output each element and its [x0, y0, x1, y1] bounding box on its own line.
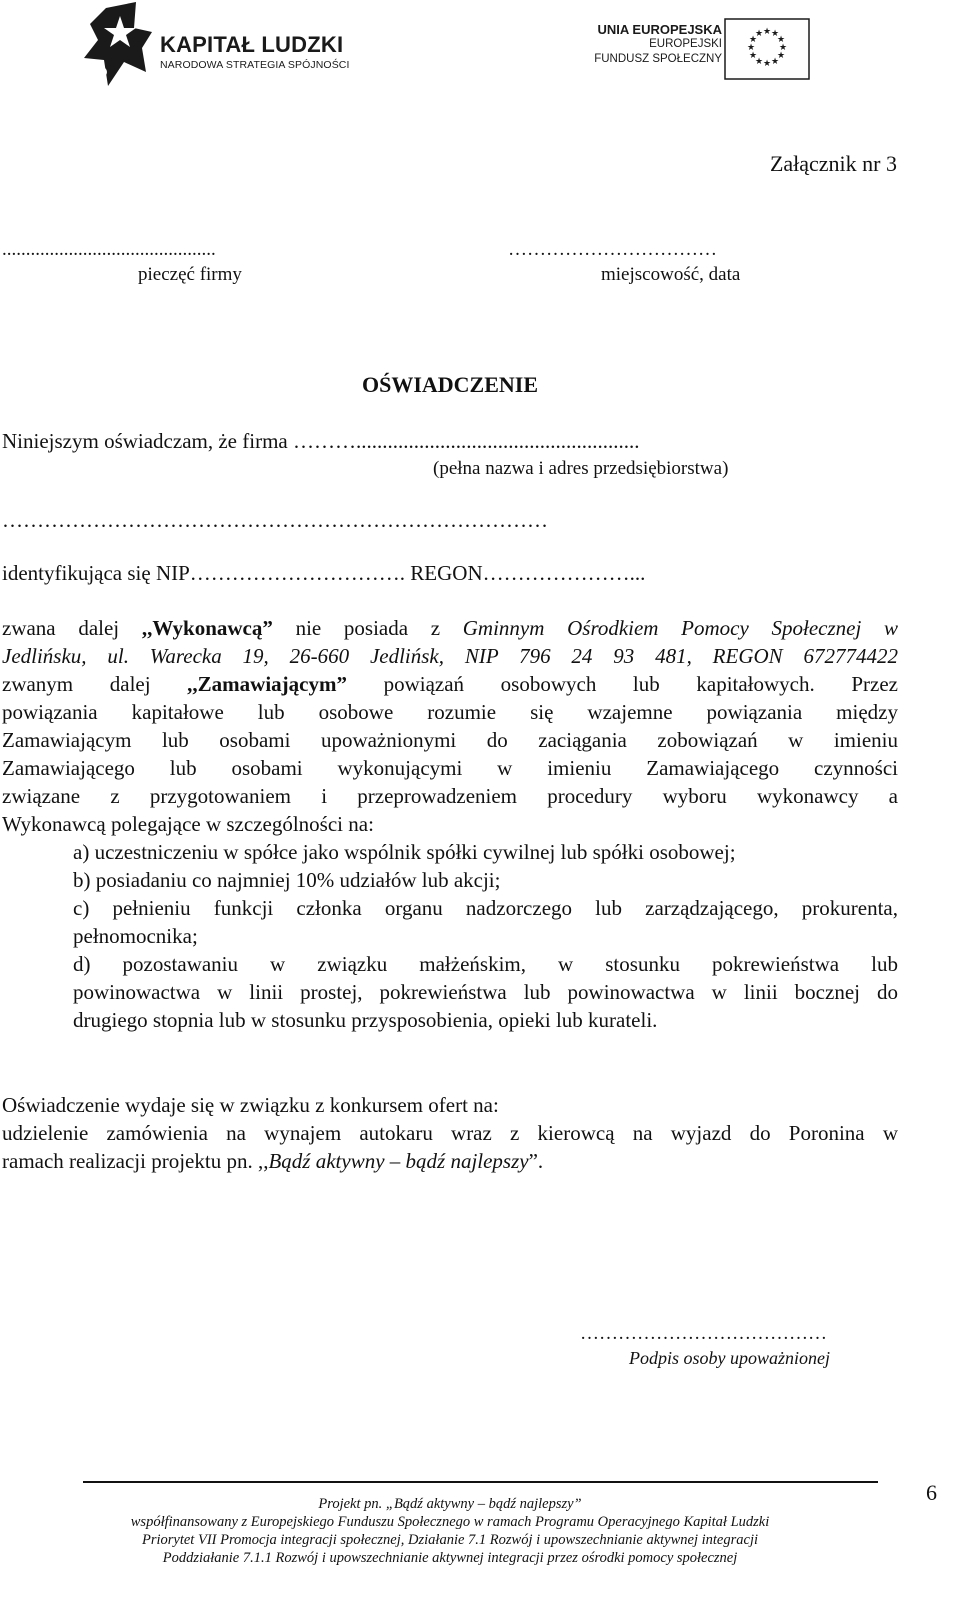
paragraph-text: powiązań osobowych lub kapitałowych. Przez — [383, 672, 898, 696]
paragraph-line-5: Zamawiającym lub osobami upoważnionymi do zaciągania zobowiązań w imieniu — [2, 728, 898, 752]
paragraph-line-1 — [2, 614, 898, 642]
paragraph-line-2: Jedlińsku, ul. Warecka 19, 26-660 Jedlińsk, NIP 796 24 93 481, REGON 672774422 — [2, 644, 898, 668]
contest-text: ramach realizacji projektu pn. ,, — [2, 1149, 269, 1173]
stamp-dots: ............................................. — [2, 239, 216, 260]
svg-text:★: ★ — [748, 51, 758, 61]
footer-line-3: Priorytet VII Promocja integracji społecznej, Działanie 7.1 Rozwój i upowszechnianie aktywnej integracji — [141, 1532, 759, 1548]
paragraph-line-6: Zamawiającego lub osobami wykonującymi w imieniu Zamawiającego czynności — [2, 756, 898, 780]
contractor-term: ,,Wykonawcą” — [141, 616, 273, 640]
eu-logo — [594, 18, 824, 82]
eu-logo-line2: EUROPEJSKI — [649, 38, 722, 50]
paragraph-text: zwana dalej — [2, 616, 120, 640]
eu-logo-line1: UNIA EUROPEJSKA — [597, 22, 722, 37]
paragraph-line-8: Wykonawcą polegające w szczególności na: — [2, 812, 374, 836]
nip-regon-line: identyfikująca się NIP…………………………. REGON…………………... — [2, 561, 646, 585]
signature-label: Podpis osoby upoważnionej — [629, 1348, 830, 1368]
list-item-c-line-2: pełnomocnika; — [73, 924, 198, 948]
contest-line-1: Oświadczenie wydaje się w związku z konkursem ofert na: — [2, 1093, 499, 1117]
svg-text:★: ★ — [776, 51, 786, 61]
eu-flag-icon — [724, 18, 810, 80]
firm-name-label: (pełna nazwa i adres przedsiębiorstwa) — [433, 458, 729, 479]
svg-text:★: ★ — [776, 35, 786, 45]
footer-line-1: Projekt pn. „Bądź aktywny – bądź najlepszy” — [318, 1496, 582, 1512]
footer-line-4: Poddziałanie 7.1.1 Rozwój i upowszechnianie aktywnej integracji przez ośrodki pomocy społecznej — [162, 1550, 738, 1566]
list-item-c-line-1: c) pełnieniu funkcji członka organu nadzorczego lub zarządzającego, prokurenta, — [73, 896, 898, 920]
contest-line-2: udzielenie zamówienia na wynajem autokaru wraz z kierowcą na wyjazd do Poronina w — [2, 1121, 898, 1145]
firm-dots-line: …………………………………………………………………… — [2, 508, 548, 532]
place-date-dots: …………………………… — [508, 239, 717, 260]
svg-text:★: ★ — [762, 27, 772, 37]
svg-text:★: ★ — [748, 35, 758, 45]
kapital-ludzki-subtitle: NARODOWA STRATEGIA SPÓJNOŚCI — [160, 59, 350, 71]
place-date-label: miejscowość, data — [601, 264, 741, 285]
contest-text: ”. — [528, 1149, 544, 1173]
svg-text:★: ★ — [762, 59, 772, 69]
paragraph-text: zwanym dalej — [2, 672, 151, 696]
contest-line-3 — [2, 1147, 543, 1175]
svg-text:★: ★ — [754, 57, 764, 67]
institution-name: Gminnym Ośrodkiem Pomocy Społecznej w — [462, 616, 898, 640]
svg-text:★: ★ — [754, 29, 764, 39]
list-item-d-line-1: d) pozostawaniu w związku małżeńskim, w stosunku pokrewieństwa lub — [73, 952, 898, 976]
footer-line-2: współfinansowany z Europejskiego Funduszu Społecznego w ramach Programu Operacyjnego Kapitał Ludzki — [130, 1514, 770, 1530]
document-title: OŚWIADCZENIE — [361, 372, 539, 397]
list-item-b: b) posiadaniu co najmniej 10% udziałów lub akcji; — [73, 868, 501, 892]
svg-text:★: ★ — [770, 29, 780, 39]
ordering-party-term: ,,Zamawiającym” — [187, 672, 347, 696]
list-item-d-line-3: drugiego stopnia lub w stosunku przysposobienia, opieki lub kurateli. — [73, 1008, 658, 1032]
paragraph-text: nie posiada z — [295, 616, 441, 640]
list-item-a: a) uczestniczeniu w spółce jako wspólnik spółki cywilnej lub spółki osobowej; — [73, 840, 736, 864]
svg-text:★: ★ — [770, 57, 780, 67]
eu-logo-line3: FUNDUSZ SPOŁECZNY — [594, 53, 722, 65]
signature-dots: ………………………………… — [580, 1323, 827, 1344]
paragraph-line-3 — [2, 670, 898, 698]
page-number: 6 — [926, 1480, 937, 1505]
firm-declaration-line: Niniejszym oświadczam, że firma ………...................................................... — [2, 429, 640, 453]
list-item-d-line-2: powinowactwa w linii prostej, pokrewieństwa lub powinowactwa w linii bocznej do — [73, 980, 898, 1004]
svg-text:★: ★ — [778, 43, 788, 53]
paragraph-line-7: związane z przygotowaniem i przeprowadzeniem procedury wyboru wykonawcy a — [2, 784, 898, 808]
attachment-label: Załącznik nr 3 — [769, 151, 897, 176]
svg-text:★: ★ — [746, 43, 756, 53]
paragraph-line-4: powiązania kapitałowe lub osobowe rozumie się wzajemne powiązania między — [2, 700, 898, 724]
project-name: Bądź aktywny – bądź najlepszy — [268, 1149, 529, 1173]
stamp-label: pieczęć firmy — [138, 264, 242, 285]
footer-divider — [83, 1481, 878, 1483]
kapital-ludzki-logo — [84, 2, 354, 90]
kapital-ludzki-emblem-icon — [84, 2, 156, 90]
kapital-ludzki-name: KAPITAŁ LUDZKI — [160, 32, 344, 57]
